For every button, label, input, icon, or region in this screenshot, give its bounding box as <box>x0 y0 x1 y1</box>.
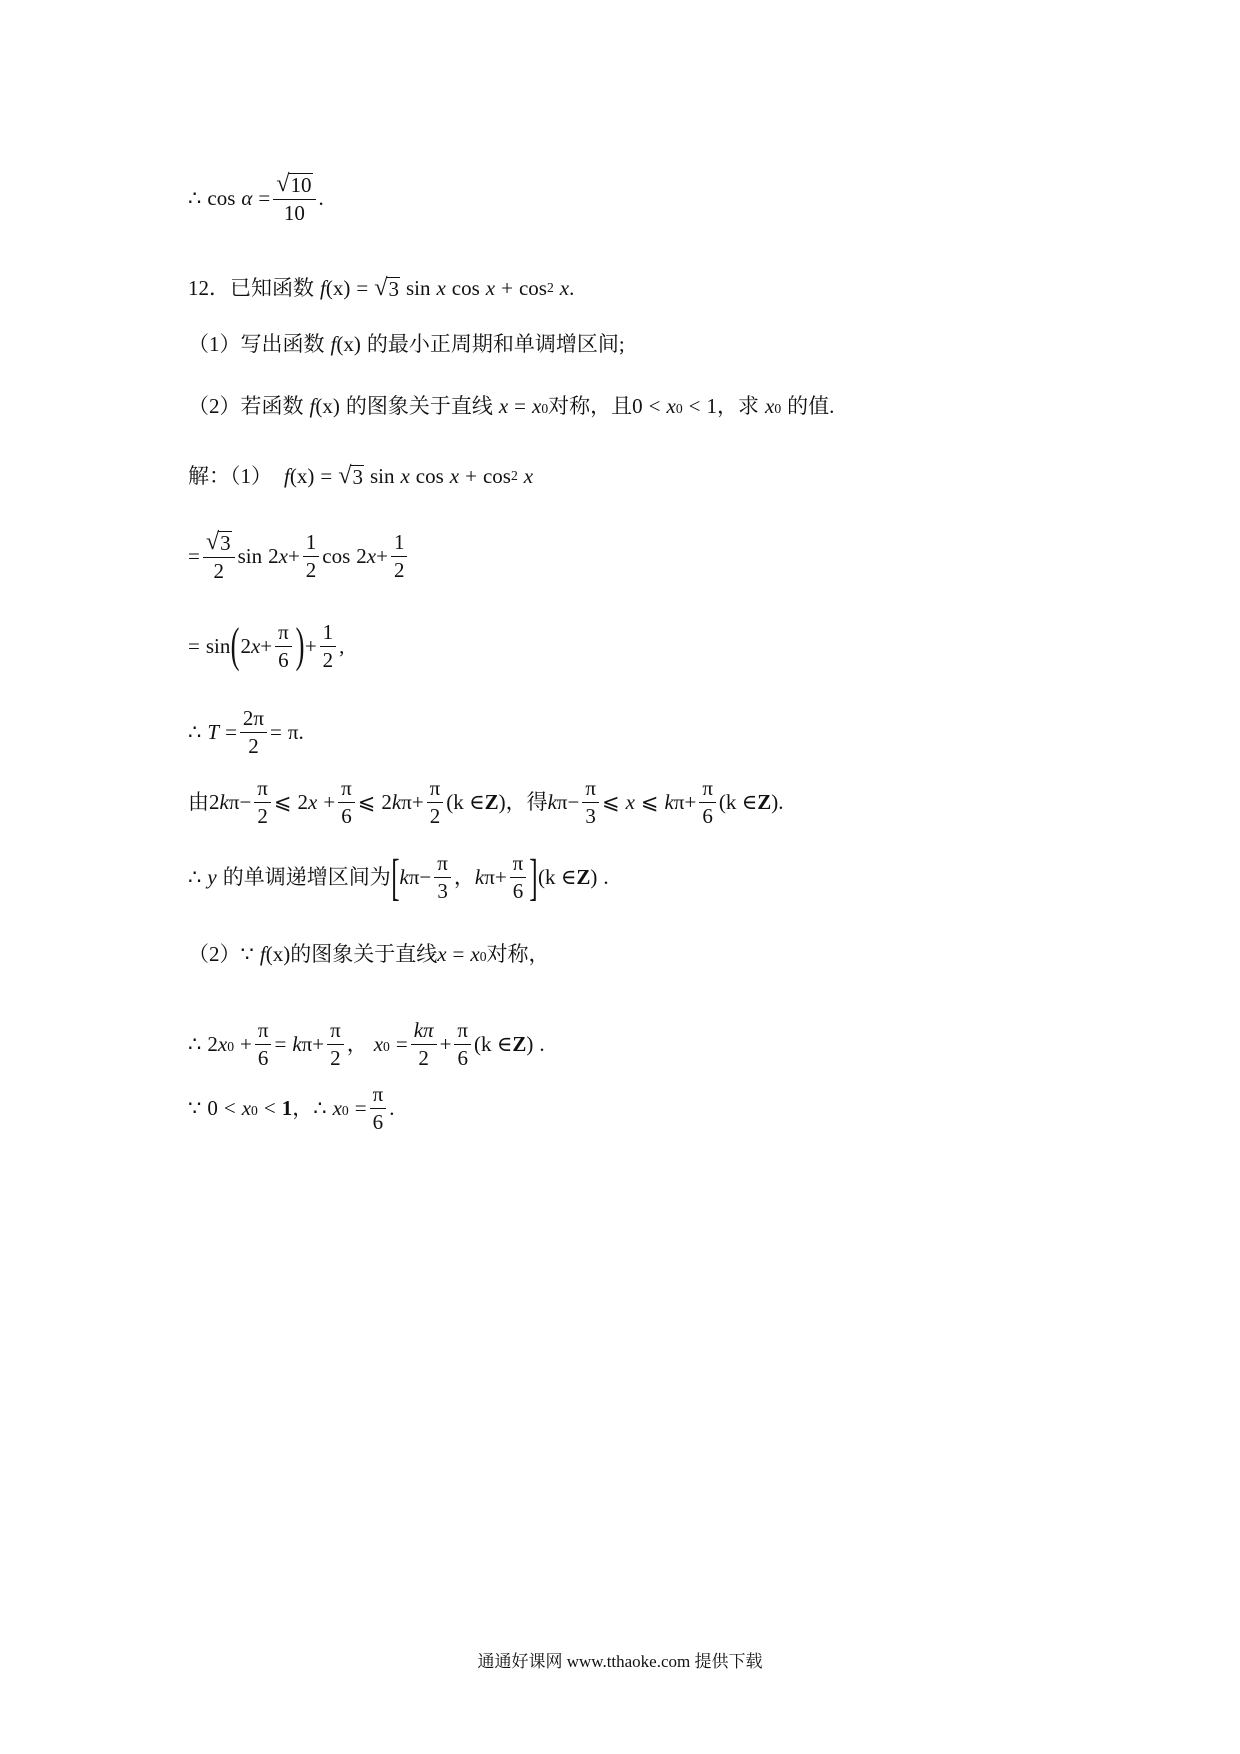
zero: 0 <box>207 1096 218 1120</box>
therefore-symbol: ∴ <box>188 1032 202 1056</box>
therefore-symbol: ∴ <box>188 864 202 889</box>
comma: ， <box>346 1032 368 1056</box>
equals-sign: = <box>354 1096 367 1120</box>
var-k: k <box>474 864 485 889</box>
function-f: f <box>309 394 316 418</box>
part-text: 的图象关于直线 <box>290 942 438 966</box>
sin-text: sin <box>205 634 231 658</box>
question-part-1 <box>188 334 625 355</box>
solution-line-2 <box>188 530 410 582</box>
question-part-2: （2）若函数 f (x) 的图象关于直线 x = x $_0$ 对称，且 0 < x $_0$ < 1 ，求 x $_0$ 的值. <box>188 394 835 418</box>
var-k: k <box>547 790 557 814</box>
page-footer: 通通好课网 www.tthaoke.com 提供下载 <box>477 1652 763 1671</box>
fraction-kpi-over-2: $\frac{k\pi}{2}$ <box>411 1020 437 1069</box>
pi-symbol: π <box>301 1032 313 1056</box>
formula-cos-alpha <box>188 172 324 224</box>
part-text: 对称，且 <box>548 394 633 418</box>
var-x: x <box>250 634 261 658</box>
pi-symbol: π <box>287 720 299 744</box>
right-paren: ) <box>498 790 506 814</box>
right-paren: ) <box>590 864 598 889</box>
function-f: f <box>284 463 290 488</box>
var-x0: x <box>217 1032 228 1056</box>
var-x: x <box>625 790 635 814</box>
solution-line-5 <box>188 778 783 827</box>
var-x0: x <box>470 942 480 966</box>
fraction-pi-over-3: $\frac{\pi}{3}$ <box>582 778 599 827</box>
fraction-pi-over-3: $\frac{\pi}{3}$ <box>434 853 451 902</box>
therefore-symbol: ∴ <box>313 1096 327 1120</box>
var-k: k <box>664 790 674 814</box>
function-arg: (x) <box>336 332 361 356</box>
plus-sign: + <box>287 543 300 568</box>
var-k: k <box>292 1032 302 1056</box>
comma: , <box>339 634 345 658</box>
sin-text: sin <box>237 543 263 568</box>
minus-sign: − <box>239 790 252 814</box>
solution-label: 解：（1） <box>188 463 272 488</box>
plus-sign: + <box>376 543 388 568</box>
period: . <box>298 720 304 744</box>
var-y: y <box>207 864 217 889</box>
less-than: < <box>263 1096 276 1120</box>
period: . <box>539 1032 545 1056</box>
plus-sign: + <box>684 790 697 814</box>
equals-sign: = <box>452 942 465 966</box>
function-f: f <box>259 942 266 966</box>
less-than: < <box>688 394 701 418</box>
minus-sign: − <box>567 790 580 814</box>
fraction-pi-over-2: $\frac{\pi}{2}$ <box>327 1020 344 1069</box>
equals-sign: = <box>258 185 271 210</box>
period: . <box>603 864 609 889</box>
k-in-set: (k ∈ <box>718 790 758 814</box>
because-symbol: ∵ <box>240 942 254 966</box>
var-T: T <box>207 720 220 744</box>
text-you: 由 <box>188 790 209 814</box>
var-x: x <box>523 463 534 488</box>
var-k: k <box>219 790 229 814</box>
pi-symbol: π <box>556 790 568 814</box>
pi-symbol: π <box>408 864 420 889</box>
integer-set-Z: Z <box>576 864 591 889</box>
alpha-symbol: α <box>241 185 253 210</box>
leq-sign: ⩽ <box>273 790 292 814</box>
var-x0: x <box>765 394 775 418</box>
sin-text: sin <box>369 463 395 488</box>
var-x0: x <box>373 1032 384 1056</box>
coefficient: 2 <box>207 1032 218 1056</box>
fraction-pi-over-6: $\frac{\pi}{6}$ <box>255 1020 272 1069</box>
fraction-1-over-2: $\frac{1}{2}$ <box>320 622 337 671</box>
solution-line-3 <box>188 619 345 673</box>
var-x: x <box>485 275 496 300</box>
var-x0: x <box>332 1096 342 1120</box>
coefficient: 2 <box>381 790 392 814</box>
plus-sign: + <box>439 1032 452 1056</box>
less-than: < <box>648 394 661 418</box>
because-symbol: ∵ <box>188 1096 202 1120</box>
fraction-pi-over-6: $\frac{\pi}{6}$ <box>454 1020 471 1069</box>
coefficient: 2 <box>209 790 220 814</box>
var-k: k <box>399 864 409 889</box>
k-in-set: (k ∈ <box>474 1032 513 1056</box>
period: . <box>318 185 324 210</box>
equals-sign: = <box>188 543 200 568</box>
sqrt-10: √ 10 <box>276 170 312 198</box>
comma: ， <box>292 1096 314 1120</box>
var-x: x <box>308 790 318 814</box>
sqrt-3: √ 3 <box>338 462 363 490</box>
plus-sign: + <box>240 1032 252 1056</box>
question-text: 已知函数 <box>230 275 314 300</box>
function-arg: (x) <box>265 942 291 966</box>
leq-sign: ⩽ <box>640 790 659 814</box>
plus-sign: + <box>304 634 317 658</box>
var-x: x <box>400 463 410 488</box>
fraction-sqrt3-over-2: √ 3 2 <box>203 530 235 582</box>
k-in-set: (k ∈ <box>538 864 577 889</box>
var-x0: x <box>666 394 676 418</box>
fraction-pi-over-2: $\frac{\pi}{2}$ <box>427 778 444 827</box>
pi-symbol: π <box>484 864 495 889</box>
right-bracket: ] <box>529 849 538 905</box>
function-arg: (x) <box>315 394 340 418</box>
question-number: 12． <box>188 275 230 300</box>
equals-sign: = <box>356 275 369 300</box>
integer-set-Z: Z <box>757 790 772 814</box>
cos-text: cos <box>322 543 351 568</box>
plus-sign: + <box>465 463 477 488</box>
part-text: ，求 <box>717 394 760 418</box>
cos-text: cos <box>518 275 547 300</box>
var-x: x <box>436 275 446 300</box>
var-x: x <box>437 942 447 966</box>
plus-sign: + <box>323 790 336 814</box>
left-bracket: [ <box>390 849 400 905</box>
fraction-pi-over-6: $\frac{\pi}{6}$ <box>699 778 716 827</box>
minus-sign: − <box>419 864 432 889</box>
coefficient: 2 <box>268 543 279 568</box>
part-label: （2）若函数 <box>188 394 304 418</box>
equals-sign: = <box>225 720 237 744</box>
fraction-denominator: 10 <box>283 201 305 226</box>
sin-text: sin <box>405 275 431 300</box>
var-x: x <box>366 543 377 568</box>
coefficient: 2 <box>356 543 367 568</box>
comma: ， <box>453 864 475 889</box>
solution-line-9: ∵ 0 < x $_0$ < 1 ， ∴ x $_0$ = $\frac{\pi}{6}$ . <box>188 1082 395 1134</box>
therefore-symbol: ∴ <box>188 185 202 210</box>
part-text: 对称， <box>486 942 550 966</box>
leq-sign: ⩽ <box>601 790 620 814</box>
fraction-1-over-2: $\frac{1}{2}$ <box>391 532 408 581</box>
plus-sign: + <box>494 864 507 889</box>
var-x: x <box>278 543 288 568</box>
right-paren: ) <box>526 1032 534 1056</box>
plus-sign: + <box>312 1032 325 1056</box>
sqrt-3: √ 3 <box>374 274 399 302</box>
var-x: x <box>498 394 509 418</box>
function-f: f <box>320 275 326 300</box>
part-text: 的图象关于直线 <box>345 394 493 418</box>
part-label: （1）写出函数 <box>188 332 325 356</box>
integer-set-Z: Z <box>512 1032 527 1056</box>
fraction-pi-over-6: $\frac{\pi}{6}$ <box>370 1084 387 1133</box>
part-label: （2） <box>188 942 241 966</box>
solution-line-1: 解：（1） f (x) = √ 3 sin x cos x + cos 2 x <box>188 462 534 490</box>
coefficient: 2 <box>240 634 251 658</box>
function-f: f <box>330 332 337 356</box>
equals-sign: = <box>320 463 333 488</box>
equals-sign: = <box>188 634 200 658</box>
solution-line-7: （2） ∵ f (x) 的图象关于直线 x = x $_0$ 对称， <box>188 942 550 966</box>
pi-symbol: π <box>228 790 240 814</box>
var-x: x <box>449 463 460 488</box>
plus-sign: + <box>501 275 513 300</box>
solution-line-6 <box>188 849 609 905</box>
period: . <box>389 1096 395 1120</box>
left-paren: ( <box>230 619 240 673</box>
var-x0: x <box>532 394 542 418</box>
function-arg: (x) <box>325 275 351 300</box>
fraction-1-over-2: $\frac{1}{2}$ <box>303 532 320 581</box>
leq-sign: ⩽ <box>357 790 376 814</box>
right-paren: ) <box>295 619 305 673</box>
fraction-2pi-over-2: $\frac{2\pi}{2}$ <box>240 708 267 757</box>
plus-sign: + <box>411 790 424 814</box>
therefore-symbol: ∴ <box>188 720 202 744</box>
k-in-set: (k ∈ <box>446 790 485 814</box>
equals-sign: = <box>270 720 282 744</box>
less-than: < <box>223 1096 236 1120</box>
pi-symbol: π <box>673 790 685 814</box>
question-12: 12． 已知函数 f (x) = √ 3 sin x cos x + cos 2 x . <box>188 274 575 302</box>
solution-line-4 <box>188 708 304 757</box>
part-text: 的最小正周期和单调增区间; <box>366 332 625 356</box>
cos-text: cos <box>415 463 444 488</box>
one: 1 <box>706 394 718 418</box>
fraction-pi-over-6: $\frac{\pi}{6}$ <box>510 853 527 902</box>
period: . <box>569 275 575 300</box>
equals-sign: = <box>514 394 527 418</box>
part-text: 的值. <box>787 394 835 418</box>
period: . <box>778 790 784 814</box>
one: 1 <box>281 1096 293 1120</box>
pi-symbol: π <box>401 790 412 814</box>
zero: 0 <box>632 394 643 418</box>
solution-line-8: ∴ 2 x $_0$ + $\frac{\pi}{6}$ = k π + $\frac{\pi}{2}$ ， x $_0$ = $\frac{k\pi}{2}$ + $\frac{\pi}{6}$ (k ∈ Z ) . <box>188 1018 545 1070</box>
plus-sign: + <box>260 634 273 658</box>
cos-text: cos <box>207 185 236 210</box>
equals-sign: = <box>395 1032 408 1056</box>
var-x0: x <box>241 1096 252 1120</box>
var-k: k <box>391 790 402 814</box>
equals-sign: = <box>274 1032 287 1056</box>
fraction-pi-over-2: $\frac{\pi}{2}$ <box>254 778 271 827</box>
right-paren: ) <box>771 790 779 814</box>
integer-set-Z: Z <box>484 790 499 814</box>
fraction-sqrt10-over-10 <box>273 172 315 224</box>
var-x: x <box>559 275 570 300</box>
fraction-pi-over-6: $\frac{\pi}{6}$ <box>275 622 292 671</box>
cos-text: cos <box>451 275 480 300</box>
cos-text: cos <box>482 463 511 488</box>
function-arg: (x) <box>289 463 315 488</box>
text-de: ，得 <box>505 790 548 814</box>
coefficient: 2 <box>297 790 308 814</box>
fraction-pi-over-6: $\frac{\pi}{6}$ <box>338 778 355 827</box>
interval-text: 的单调递增区间为 <box>222 864 391 889</box>
